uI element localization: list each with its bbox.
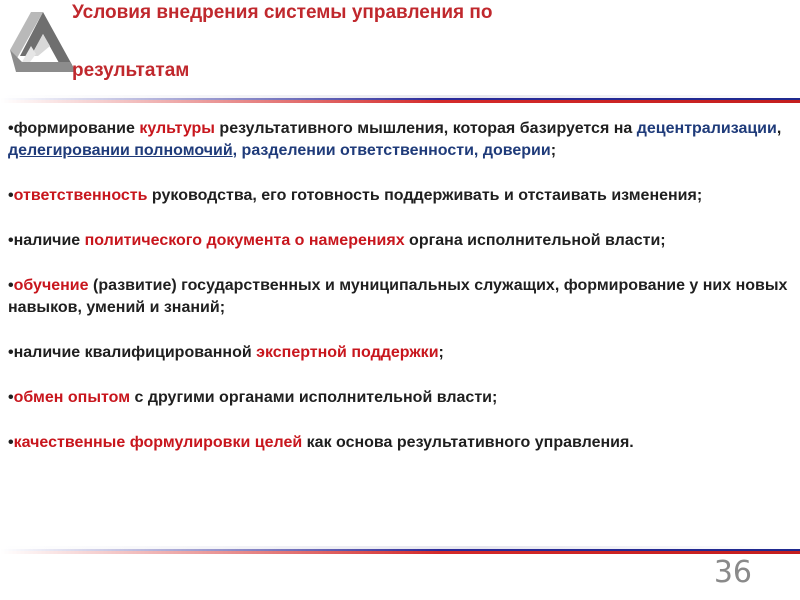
band-red-stripe (0, 100, 800, 103)
bullet-1-part-5: , (776, 120, 782, 137)
footer-divider-band (0, 546, 800, 554)
slide-title (72, 0, 772, 96)
bullet-1-part-1: •формирование (8, 120, 140, 137)
bullet-1-highlight-decentralization: децентрализации (636, 120, 777, 137)
footer-band-red-stripe (0, 551, 800, 554)
bullet-item-4 (8, 275, 793, 319)
bullet-1-highlight-delegation: делегировании полномочий (8, 142, 233, 159)
bullet-6-part-3: с другими органами исполнительной власти; (130, 389, 498, 406)
bullet-item-2 (8, 185, 793, 207)
bullet-2-part-1: • (8, 187, 14, 204)
bullet-item-5 (8, 342, 793, 364)
bullet-4-part-1: • (8, 277, 14, 294)
bullet-5-highlight: экспертной поддержки (256, 344, 439, 361)
bullet-item-6 (8, 387, 793, 409)
bullet-4-highlight: обучение (13, 277, 89, 294)
bullet-4-part-3: (развитие) государственных и муниципальных служащих, формирование у них новых навыков, умений и знаний; (8, 277, 788, 316)
bullet-5-part-1: •наличие квалифицированной (8, 344, 257, 361)
bullet-item-3 (8, 230, 793, 252)
bullet-1-part-8: ; (550, 142, 557, 159)
bullet-1-highlight-responsibility: , разделении ответственности, доверии (232, 142, 551, 159)
bullet-item-7 (8, 432, 793, 454)
bullet-2-highlight: ответственность (13, 187, 148, 204)
slide-title-line2: результатам (72, 60, 190, 81)
header-divider-band (0, 95, 800, 103)
slide-title-line1: Условия внедрения системы управления по (72, 2, 493, 23)
bullet-3-part-3: органа исполнительной власти; (404, 232, 666, 249)
bullet-list (8, 118, 793, 477)
bullet-7-highlight: качественные формулировки целей (13, 434, 303, 451)
bullet-6-part-1: • (8, 389, 14, 406)
bullet-7-part-3: как основа результативного управления. (302, 434, 634, 451)
bullet-3-part-1: •наличие (8, 232, 85, 249)
bullet-3-highlight: политического документа о намерениях (84, 232, 405, 249)
page-number: 36 (713, 555, 752, 590)
bullet-item-1 (8, 118, 793, 162)
bullet-5-part-3: ; (438, 344, 444, 361)
bullet-1-highlight-culture: культуры (139, 120, 215, 137)
bullet-1-part-3: результативного мышления, которая базируется на (214, 120, 637, 137)
bullet-7-part-1: • (8, 434, 14, 451)
impossible-triangle-icon (8, 10, 78, 76)
bullet-6-highlight: обмен опытом (13, 389, 131, 406)
bullet-2-part-3: руководства, его готовность поддерживать и отстаивать изменения; (147, 187, 703, 204)
